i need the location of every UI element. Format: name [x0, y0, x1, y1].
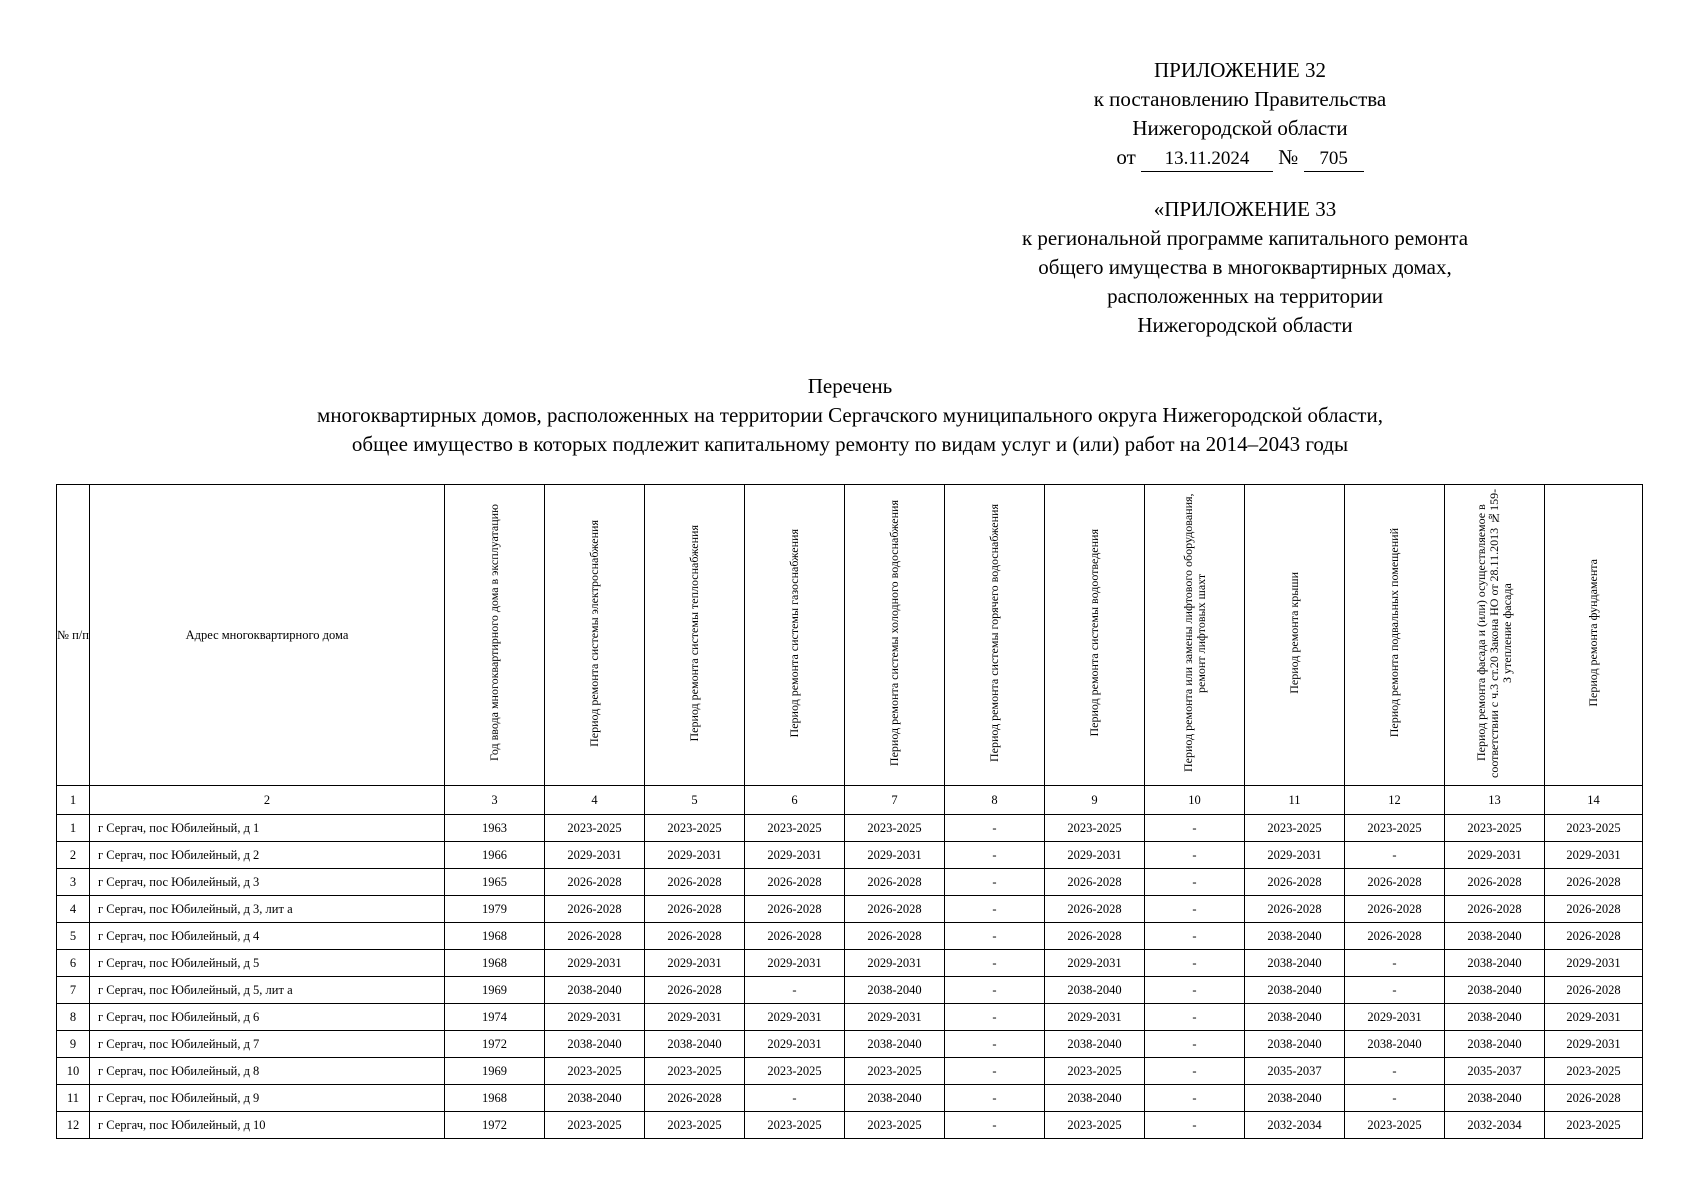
table-cell: 2032-2034	[1445, 1112, 1545, 1139]
table-cell: -	[1145, 1112, 1245, 1139]
table-row	[57, 869, 1643, 896]
appendix-33-title: «ПРИЛОЖЕНИЕ 33	[1153, 197, 1337, 221]
table-row	[57, 977, 1643, 1004]
table-cell: 2029-2031	[645, 1004, 745, 1031]
appendix-32-line1: к постановлению Правительства	[1093, 87, 1387, 111]
table-cell: 2023-2025	[545, 815, 645, 842]
table-cell: 2029-2031	[645, 842, 745, 869]
table-cell: 2026-2028	[1045, 869, 1145, 896]
table-cell: 1968	[445, 950, 545, 977]
table-cell: 2026-2028	[1345, 923, 1445, 950]
table-cell: 2026-2028	[1345, 896, 1445, 923]
table-cell: 2023-2025	[1045, 815, 1145, 842]
table-cell: 2026-2028	[1545, 977, 1643, 1004]
table-cell: 1979	[445, 896, 545, 923]
table-cell: -	[945, 869, 1045, 896]
table-cell: 2023-2025	[1045, 1058, 1145, 1085]
row-number-cell: 1	[57, 815, 90, 842]
table-cell: 2026-2028	[845, 923, 945, 950]
table-cell: -	[945, 977, 1045, 1004]
number-sign: №	[1278, 145, 1299, 169]
table-cell: 2029-2031	[745, 842, 845, 869]
table-cell: -	[1145, 1004, 1245, 1031]
row-number-cell: 12	[57, 1112, 90, 1139]
table-cell: 1972	[445, 1031, 545, 1058]
table-row	[57, 1058, 1643, 1085]
table-cell: 2029-2031	[1545, 1031, 1643, 1058]
table-cell: 2035-2037	[1445, 1058, 1545, 1085]
table-cell: 2026-2028	[545, 896, 645, 923]
table-cell: 1969	[445, 977, 545, 1004]
column-number-cell: 13	[1445, 786, 1545, 815]
header-address	[90, 485, 445, 786]
table-cell: 2023-2025	[645, 1058, 745, 1085]
address-cell: г Сергач, пос Юбилейный, д 9	[90, 1085, 445, 1112]
table-cell: 2026-2028	[1245, 869, 1345, 896]
table-cell: 2023-2025	[845, 815, 945, 842]
table-cell: 2026-2028	[545, 869, 645, 896]
table-cell: 2038-2040	[545, 1031, 645, 1058]
table-cell: 2038-2040	[1245, 977, 1345, 1004]
table-cell: 2038-2040	[1445, 1031, 1545, 1058]
header-heating	[645, 485, 745, 786]
header-label: Год ввода многоквартирного дома в эксплуатацию	[487, 504, 501, 762]
header-label: Период ремонта системы газоснабжения	[787, 528, 801, 738]
column-number-cell: 11	[1245, 786, 1345, 815]
column-number-cell: 10	[1145, 786, 1245, 815]
table-cell: 2023-2025	[1545, 1058, 1643, 1085]
row-number-cell: 5	[57, 923, 90, 950]
table-cell: 2029-2031	[745, 950, 845, 977]
table-cell: 2026-2028	[1045, 896, 1145, 923]
table-cell: 2038-2040	[1245, 1085, 1345, 1112]
address-cell: г Сергач, пос Юбилейный, д 8	[90, 1058, 445, 1085]
table-cell: -	[945, 1085, 1045, 1112]
table-cell: 2029-2031	[1045, 1004, 1145, 1031]
table-cell: 2029-2031	[1545, 1004, 1643, 1031]
appendix-33-line4: Нижегородской области	[1137, 313, 1353, 337]
table-row	[57, 923, 1643, 950]
table-cell: 2038-2040	[845, 977, 945, 1004]
table-cell: 2026-2028	[1045, 923, 1145, 950]
header-cold-water	[845, 485, 945, 786]
table-cell: 1966	[445, 842, 545, 869]
address-cell: г Сергач, пос Юбилейный, д 3, лит а	[90, 896, 445, 923]
table-cell: 1968	[445, 1085, 545, 1112]
list-title-line2: многоквартирных домов, расположенных на территории Сергачского муниципального округа Нижегородской области,	[317, 403, 1383, 427]
table-cell: 2026-2028	[545, 923, 645, 950]
table-cell: 1969	[445, 1058, 545, 1085]
address-cell: г Сергач, пос Юбилейный, д 4	[90, 923, 445, 950]
repair-schedule-table	[56, 484, 1643, 1139]
table-cell: 2029-2031	[745, 1031, 845, 1058]
table-cell: 2038-2040	[545, 1085, 645, 1112]
appendix-32-line2: Нижегородской области	[1132, 116, 1348, 140]
table-cell: -	[1145, 923, 1245, 950]
decree-date: 13.11.2024	[1141, 147, 1273, 172]
header-year-built	[445, 485, 545, 786]
list-title-line1: Перечень	[807, 374, 893, 398]
row-number-cell: 10	[57, 1058, 90, 1085]
header-label: Период ремонта или замены лифтового оборудования, ремонт лифтовых шахт	[1180, 493, 1208, 773]
column-number-cell: 4	[545, 786, 645, 815]
table-cell: -	[1145, 869, 1245, 896]
table-cell: 2029-2031	[1345, 1004, 1445, 1031]
row-number-cell: 4	[57, 896, 90, 923]
table-cell: -	[945, 1058, 1045, 1085]
column-number-cell: 5	[645, 786, 745, 815]
header-label: Период ремонта системы холодного водоснабжения	[887, 499, 901, 767]
table-cell: 2023-2025	[645, 815, 745, 842]
address-cell: г Сергач, пос Юбилейный, д 3	[90, 869, 445, 896]
decree-number: 705	[1304, 147, 1364, 172]
table-cell: 2038-2040	[1245, 950, 1345, 977]
list-title-line3: общее имущество в которых подлежит капитальному ремонту по видам услуг и (или) работ на 2014–2043 годы	[351, 432, 1349, 456]
table-cell: -	[945, 950, 1045, 977]
column-number-cell: 14	[1545, 786, 1643, 815]
column-number-cell: 9	[1045, 786, 1145, 815]
table-cell: 2038-2040	[1245, 1004, 1345, 1031]
address-cell: г Сергач, пос Юбилейный, д 10	[90, 1112, 445, 1139]
table-cell: 1963	[445, 815, 545, 842]
table-cell: -	[1345, 977, 1445, 1004]
table-cell: 2023-2025	[1045, 1112, 1145, 1139]
table-row	[57, 896, 1643, 923]
header-roof	[1245, 485, 1345, 786]
table-cell: 2023-2025	[1545, 815, 1643, 842]
address-cell: г Сергач, пос Юбилейный, д 7	[90, 1031, 445, 1058]
appendix-32-date-line	[1116, 143, 1363, 172]
table-cell: 2035-2037	[1245, 1058, 1345, 1085]
address-cell: г Сергач, пос Юбилейный, д 1	[90, 815, 445, 842]
table-row	[57, 1004, 1643, 1031]
table-cell: 2026-2028	[1445, 869, 1545, 896]
table-header-row	[57, 485, 1643, 786]
row-number-cell: 11	[57, 1085, 90, 1112]
table-cell: 2029-2031	[1045, 842, 1145, 869]
column-number-cell: 7	[845, 786, 945, 815]
table-row	[57, 950, 1643, 977]
table-cell: 2038-2040	[1445, 923, 1545, 950]
table-cell: 2038-2040	[1445, 950, 1545, 977]
table-cell: -	[1145, 842, 1245, 869]
header-row-number	[57, 485, 90, 786]
table-cell: 1974	[445, 1004, 545, 1031]
table-cell: 2038-2040	[845, 1085, 945, 1112]
table-cell: 2023-2025	[1545, 1112, 1643, 1139]
row-number-cell: 6	[57, 950, 90, 977]
table-cell: -	[1145, 1031, 1245, 1058]
table-cell: 2029-2031	[1245, 842, 1345, 869]
table-cell: 2029-2031	[545, 842, 645, 869]
address-cell: г Сергач, пос Юбилейный, д 5, лит а	[90, 977, 445, 1004]
table-cell: 2023-2025	[545, 1058, 645, 1085]
table-cell: -	[945, 1112, 1045, 1139]
table-cell: 2026-2028	[1345, 869, 1445, 896]
appendix-33-line1: к региональной программе капитального ремонта	[1021, 226, 1469, 250]
table-row	[57, 842, 1643, 869]
table-row	[57, 815, 1643, 842]
address-cell: г Сергач, пос Юбилейный, д 6	[90, 1004, 445, 1031]
column-number-cell: 1	[57, 786, 90, 815]
table-cell: -	[945, 1031, 1045, 1058]
table-cell: 2023-2025	[745, 1112, 845, 1139]
appendix-33-line3: расположенных на территории	[1107, 284, 1383, 308]
table-cell: 2038-2040	[845, 1031, 945, 1058]
table-cell: 2029-2031	[745, 1004, 845, 1031]
header-label: № п/п	[57, 627, 89, 642]
appendix-33-header	[900, 195, 1590, 340]
table-body	[57, 815, 1643, 1139]
table-cell: 2026-2028	[1545, 1085, 1643, 1112]
table-cell: 2029-2031	[1445, 842, 1545, 869]
table-cell: 2026-2028	[645, 896, 745, 923]
column-number-cell: 12	[1345, 786, 1445, 815]
table-cell: 2029-2031	[845, 842, 945, 869]
row-number-cell: 8	[57, 1004, 90, 1031]
table-cell: 2038-2040	[1345, 1031, 1445, 1058]
appendix-33-line2: общего имущества в многоквартирных домах,	[1038, 255, 1452, 279]
table-cell: 2023-2025	[1345, 815, 1445, 842]
table-cell: -	[1345, 1058, 1445, 1085]
table-cell: 2029-2031	[1545, 842, 1643, 869]
header-label: Адрес многоквартирного дома	[185, 627, 349, 642]
table-cell: 2026-2028	[645, 923, 745, 950]
appendix-32-header	[1005, 56, 1475, 172]
date-prefix: от	[1116, 145, 1136, 169]
table-cell: 2038-2040	[1045, 977, 1145, 1004]
address-cell: г Сергач, пос Юбилейный, д 2	[90, 842, 445, 869]
table-cell: 1968	[445, 923, 545, 950]
table-cell: -	[1145, 950, 1245, 977]
header-facade	[1445, 485, 1545, 786]
table-cell: 2023-2025	[745, 1058, 845, 1085]
column-number-cell: 8	[945, 786, 1045, 815]
table-cell: -	[745, 1085, 845, 1112]
table-cell: -	[1145, 977, 1245, 1004]
header-electricity	[545, 485, 645, 786]
list-title	[180, 372, 1520, 459]
header-sewerage	[1045, 485, 1145, 786]
table-row	[57, 1031, 1643, 1058]
table-cell: -	[1145, 896, 1245, 923]
table-cell: 2038-2040	[645, 1031, 745, 1058]
table-cell: 2026-2028	[645, 869, 745, 896]
table-cell: -	[945, 896, 1045, 923]
table-cell: -	[945, 923, 1045, 950]
table-cell: 2038-2040	[1445, 1004, 1545, 1031]
table-cell: -	[1145, 815, 1245, 842]
header-label: Период ремонта крыши	[1287, 572, 1301, 694]
repair-schedule-table-wrapper	[56, 484, 1643, 1139]
table-cell: 2026-2028	[745, 923, 845, 950]
table-cell: 2029-2031	[1045, 950, 1145, 977]
table-cell: -	[1145, 1085, 1245, 1112]
table-cell: -	[945, 1004, 1045, 1031]
column-number-cell: 3	[445, 786, 545, 815]
table-cell: 2023-2025	[845, 1058, 945, 1085]
table-cell: 2023-2025	[645, 1112, 745, 1139]
table-cell: 2029-2031	[845, 950, 945, 977]
table-cell: 2026-2028	[845, 869, 945, 896]
header-hot-water	[945, 485, 1045, 786]
table-cell: 2026-2028	[645, 1085, 745, 1112]
table-cell: -	[1345, 1085, 1445, 1112]
appendix-32-title: ПРИЛОЖЕНИЕ 32	[1154, 58, 1326, 82]
table-cell: 2038-2040	[1045, 1031, 1145, 1058]
table-cell: 2038-2040	[1445, 977, 1545, 1004]
table-cell: 2038-2040	[545, 977, 645, 1004]
table-cell: -	[1345, 950, 1445, 977]
header-label: Период ремонта подвальных помещений	[1387, 528, 1401, 738]
table-row	[57, 1112, 1643, 1139]
table-cell: 2029-2031	[545, 950, 645, 977]
header-label: Период ремонта системы водоотведения	[1087, 529, 1101, 737]
header-label: Период ремонта системы электроснабжения	[587, 519, 601, 747]
row-number-cell: 3	[57, 869, 90, 896]
header-gas	[745, 485, 845, 786]
table-cell: 2038-2040	[1445, 1085, 1545, 1112]
header-label: Период ремонта системы теплоснабжения	[687, 524, 701, 742]
table-cell: 2023-2025	[1445, 815, 1545, 842]
table-cell: -	[945, 815, 1045, 842]
column-number-row	[57, 786, 1643, 815]
row-number-cell: 9	[57, 1031, 90, 1058]
header-elevator	[1145, 485, 1245, 786]
header-label: Период ремонта фасада и (или) осуществляемое в соответствии с ч.3 ст.20 Закона НО от 28.11.2013 №159-З утепление фасада	[1474, 488, 1514, 778]
table-cell: 1972	[445, 1112, 545, 1139]
table-cell: 2023-2025	[745, 815, 845, 842]
table-row	[57, 1085, 1643, 1112]
table-cell: 2026-2028	[745, 896, 845, 923]
header-label: Период ремонта системы горячего водоснабжения	[987, 503, 1001, 762]
table-cell: 2029-2031	[845, 1004, 945, 1031]
table-cell: 2026-2028	[745, 869, 845, 896]
address-cell: г Сергач, пос Юбилейный, д 5	[90, 950, 445, 977]
header-label: Период ремонта фундамента	[1586, 559, 1600, 707]
table-cell: 2038-2040	[1245, 923, 1345, 950]
table-cell: 2038-2040	[1245, 1031, 1345, 1058]
table-cell: 2026-2028	[1545, 869, 1643, 896]
table-cell: -	[1345, 842, 1445, 869]
table-cell: 2023-2025	[845, 1112, 945, 1139]
table-cell: 2032-2034	[1245, 1112, 1345, 1139]
table-cell: 2026-2028	[1545, 923, 1643, 950]
table-cell: 2029-2031	[545, 1004, 645, 1031]
table-cell: 2029-2031	[1545, 950, 1643, 977]
table-cell: 2029-2031	[645, 950, 745, 977]
table-cell: 2026-2028	[845, 896, 945, 923]
table-cell: 2023-2025	[1345, 1112, 1445, 1139]
table-cell: -	[745, 977, 845, 1004]
table-cell: 2026-2028	[1545, 896, 1643, 923]
table-cell: 2038-2040	[1045, 1085, 1145, 1112]
table-cell: -	[1145, 1058, 1245, 1085]
header-basement	[1345, 485, 1445, 786]
row-number-cell: 2	[57, 842, 90, 869]
table-cell: 2023-2025	[1245, 815, 1345, 842]
table-cell: 2023-2025	[545, 1112, 645, 1139]
table-cell: 2026-2028	[645, 977, 745, 1004]
table-cell: 1965	[445, 869, 545, 896]
table-cell: -	[945, 842, 1045, 869]
column-number-cell: 2	[90, 786, 445, 815]
column-number-cell: 6	[745, 786, 845, 815]
table-cell: 2026-2028	[1245, 896, 1345, 923]
header-foundation	[1545, 485, 1643, 786]
row-number-cell: 7	[57, 977, 90, 1004]
table-cell: 2026-2028	[1445, 896, 1545, 923]
